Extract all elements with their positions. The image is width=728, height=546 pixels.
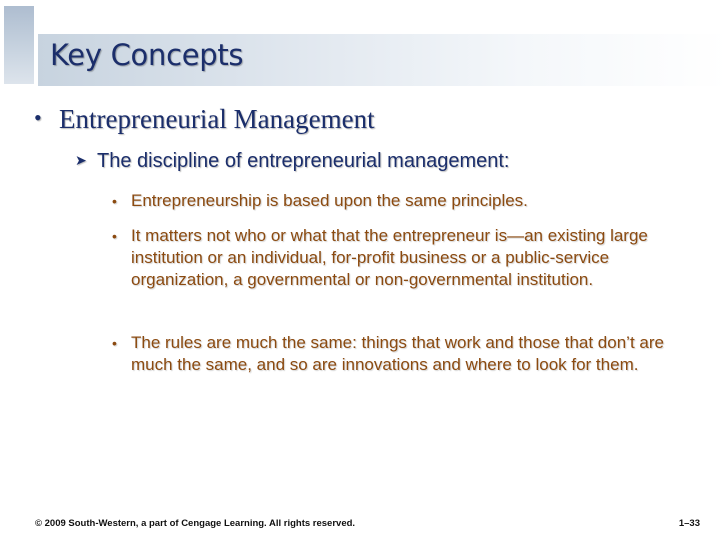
arrow-bullet-icon: ➤ bbox=[75, 152, 87, 168]
bullet-level2 bbox=[75, 150, 509, 173]
bullet-dot-icon: • bbox=[34, 105, 42, 130]
bullet-level3 bbox=[112, 190, 697, 212]
bullet-level1 bbox=[34, 104, 375, 135]
bullet-level3-text: It matters not who or what that the entrepreneur is—an existing large institution or an individual, for-profit business or a public-service organization, a governmental or non-governmental institution. bbox=[131, 226, 648, 289]
bullet-dot-icon: • bbox=[112, 228, 117, 244]
bullet-dot-icon: • bbox=[112, 193, 117, 209]
footer-copyright: © 2009 South-Western, a part of Cengage Learning. All rights reserved. bbox=[35, 518, 356, 529]
bullet-level3-text: Entrepreneurship is based upon the same principles. bbox=[131, 191, 528, 210]
bullet-level3 bbox=[112, 332, 697, 376]
slide-title: Key Concepts bbox=[50, 38, 244, 72]
page-number: 1–33 bbox=[678, 518, 700, 529]
title-accent-bar bbox=[4, 6, 34, 84]
bullet-level1-text: Entrepreneurial Management bbox=[59, 104, 375, 134]
bullet-level3 bbox=[112, 225, 697, 291]
bullet-level3-text: The rules are much the same: things that work and those that don’t are much the same, and so are innovations and where to look for them. bbox=[131, 333, 664, 374]
bullet-level2-text: The discipline of entrepreneurial management: bbox=[97, 150, 510, 172]
bullet-dot-icon: • bbox=[112, 335, 117, 351]
